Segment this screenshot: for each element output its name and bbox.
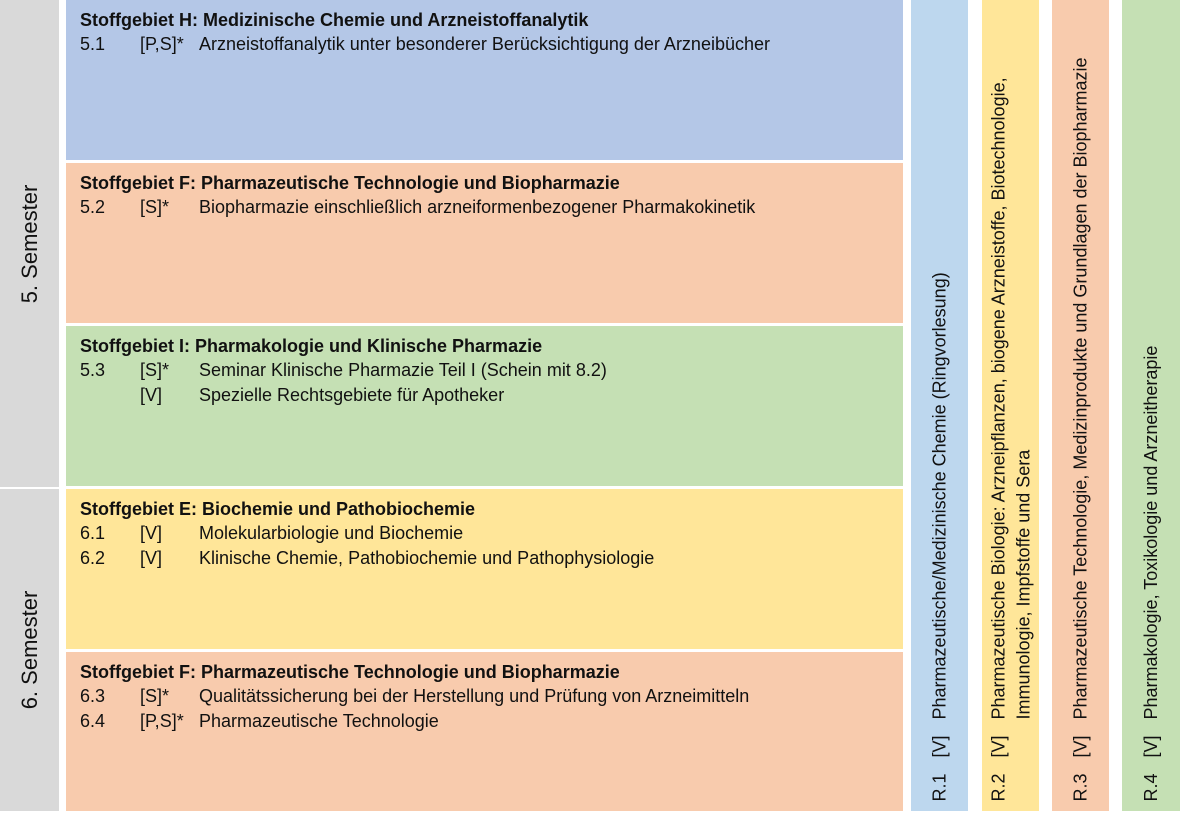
ring-column-r4 <box>1122 0 1180 811</box>
ring-column-r1 <box>911 0 968 811</box>
course-title: Seminar Klinische Pharmazie Teil I (Schein mit 8.2) <box>199 360 607 380</box>
block-title: Stoffgebiet I: Pharmakologie und Klinische Pharmazie <box>80 336 543 356</box>
course-number: 5.1 <box>80 34 106 54</box>
ring-number: R.4 <box>1140 772 1161 801</box>
course-type-code: [P,S]* <box>140 711 184 731</box>
ring-title: Pharmazeutische Biologie: Arzneipflanzen, biogene Arzneistoffe, Biotechnologie, Immunologie, Impfstoffe und Sera <box>987 76 1033 719</box>
ring-type-code: [V] <box>1140 734 1161 757</box>
semester-5-label-box <box>0 0 59 487</box>
course-type-code: [P,S]* <box>140 34 184 54</box>
course-line <box>80 383 889 408</box>
course-title: Klinische Chemie, Pathobiochemie und Pathophysiologie <box>199 548 655 568</box>
ring-title: Pharmazeutische Technologie, Medizinprodukte und Grundlagen der Biopharmazie <box>1070 56 1090 719</box>
course-line <box>80 521 889 546</box>
course-type-code: [V] <box>140 548 163 568</box>
course-number: 6.4 <box>80 711 106 731</box>
ring-number: R.3 <box>1070 772 1090 801</box>
course-number: 5.3 <box>80 360 106 380</box>
block-title: Stoffgebiet F: Pharmazeutische Technologie und Biopharmazie <box>80 173 620 193</box>
course-line <box>80 358 889 383</box>
course-title: Molekularbiologie und Biochemie <box>199 523 464 543</box>
course-title: Biopharmazie einschließlich arzneiformenbezogener Pharmakokinetik <box>199 197 756 217</box>
course-number: 6.3 <box>80 686 106 706</box>
course-number: 6.1 <box>80 523 106 543</box>
course-title: Arzneistoffanalytik unter besonderer Berücksichtigung der Arzneibücher <box>199 34 770 54</box>
semester-5-label: 5. Semester <box>16 184 42 303</box>
stoffgebiet-i-block <box>66 326 903 486</box>
course-line <box>80 709 889 734</box>
ring-type-code: [V] <box>987 734 1008 757</box>
course-type-code: [S]* <box>140 197 170 217</box>
course-type-code: [V] <box>140 523 163 543</box>
course-type-code: [S]* <box>140 686 170 706</box>
stoffgebiet-e-block <box>66 489 903 649</box>
course-number: 6.2 <box>80 548 106 568</box>
stoffgebiet-f-block-5 <box>66 163 903 323</box>
stoffgebiet-f-block-6 <box>66 652 903 811</box>
course-title: Pharmazeutische Technologie <box>199 711 439 731</box>
semester-6-label-box <box>0 489 59 811</box>
stoffgebiet-h-block <box>66 0 903 160</box>
block-title: Stoffgebiet H: Medizinische Chemie und Arzneistoffanalytik <box>80 10 589 30</box>
ring-type-code: [V] <box>929 734 949 757</box>
course-line <box>80 546 889 571</box>
course-line <box>80 32 889 57</box>
course-line <box>80 684 889 709</box>
ring-title: Pharmakologie, Toxikologie und Arzneitherapie <box>1140 345 1161 719</box>
ring-column-r2 <box>982 0 1039 811</box>
ring-number: R.1 <box>929 772 949 801</box>
course-title: Qualitätssicherung bei der Herstellung und Prüfung von Arzneimitteln <box>199 686 750 706</box>
block-title: Stoffgebiet F: Pharmazeutische Technologie und Biopharmazie <box>80 662 620 682</box>
ring-title: Pharmazeutische/Medizinische Chemie (Ringvorlesung) <box>929 271 949 719</box>
ring-column-r3 <box>1052 0 1109 811</box>
course-title: Spezielle Rechtsgebiete für Apotheker <box>199 385 505 405</box>
block-title: Stoffgebiet E: Biochemie und Pathobiochemie <box>80 499 476 519</box>
ring-type-code: [V] <box>1070 734 1090 757</box>
course-line <box>80 195 889 220</box>
ring-number: R.2 <box>987 772 1008 801</box>
course-type-code: [S]* <box>140 360 170 380</box>
course-number: 5.2 <box>80 197 106 217</box>
course-type-code: [V] <box>140 385 163 405</box>
semester-6-label: 6. Semester <box>16 590 42 710</box>
